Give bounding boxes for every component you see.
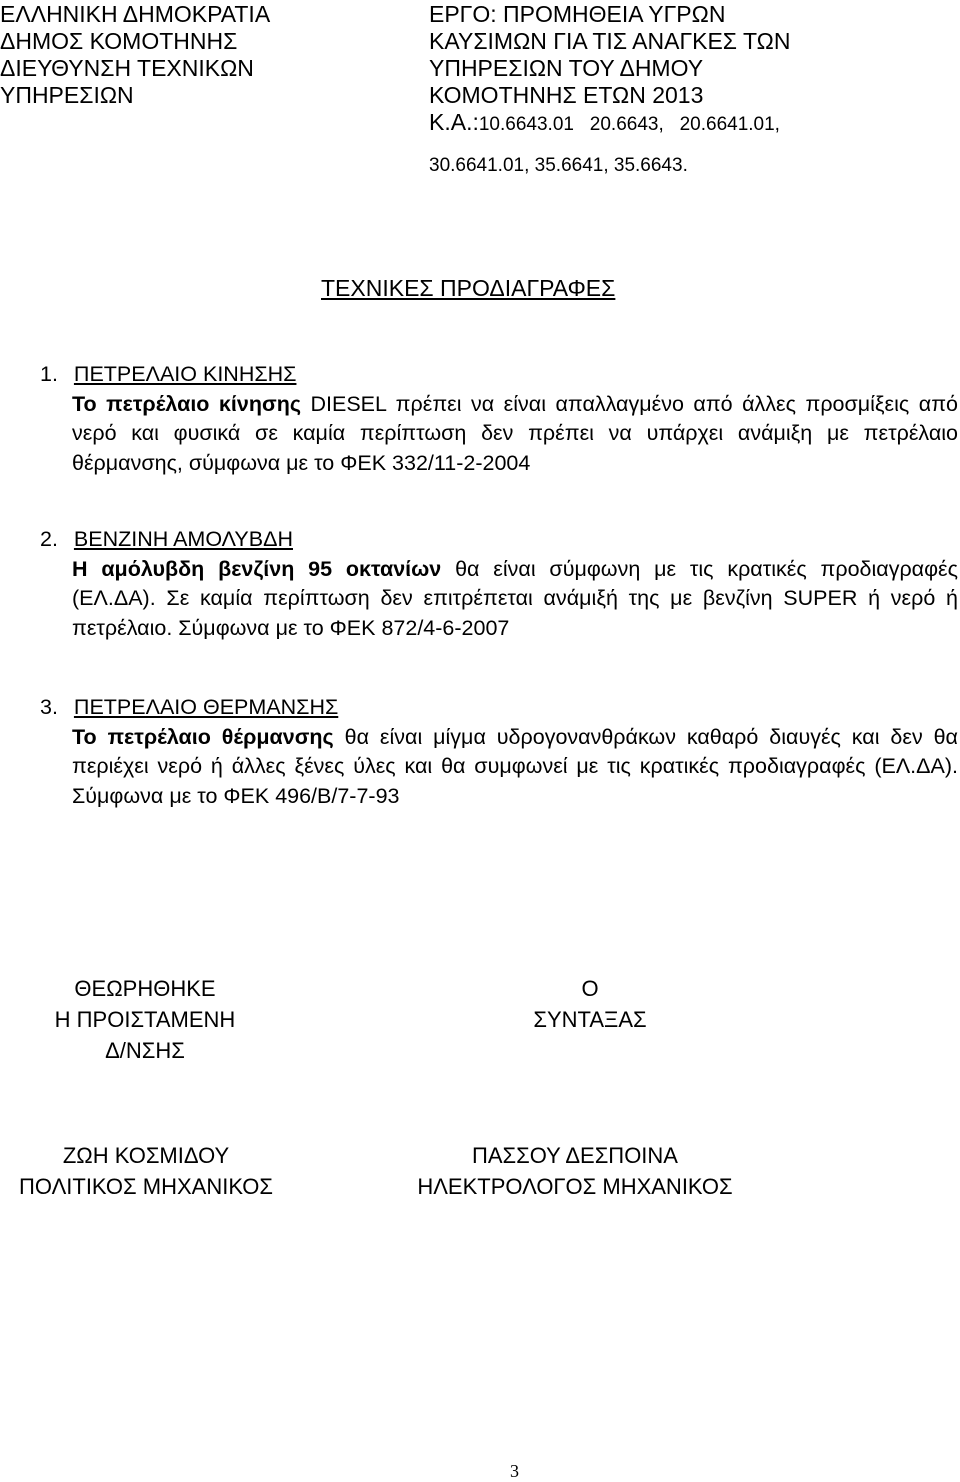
author-line-1: Ο [581,976,599,1001]
section-heading-text: ΒΕΝΖΙΝΗ ΑΜΟΛΥΒΔΗ [73,527,293,551]
document-title: ΤΕΧΝΙΚΕΣ ΠΡΟΔΙΑΓΡΑΦΕΣ [321,275,616,301]
section-3 [40,693,958,811]
project-line-1: ΕΡΓΟ: ΠΡΟΜΗΘΕΙΑ ΥΓΡΩΝ [429,1,726,27]
page-number: 3 [510,1461,519,1481]
section-heading [40,693,958,723]
section-text: θα είναι σύμφωνη με τις κρατικές προδιαγραφές (ΕΛ.ΔΑ). Σε καμία περίπτωση δεν επιτρέπεται ανάμιξή της με βενζίνη SUPER ή νερό ή πετρέλαιο. Σύμφωνα με το ΦΕΚ 872/4-6-2007 [72,556,958,640]
section-text: θα είναι μίγμα υδρογονανθράκων καθαρό διαυγές και δεν θα περιέχει νερό ή άλλες ξένες ύλες και θα συμφωνεί με τις κρατικές προδιαγραφές (ΕΛ.ΔΑ). Σύμφωνα με το ΦΕΚ 496/Β/7-7-93 [72,724,958,808]
section-bold-lead: Το πετρέλαιο κίνησης [72,391,302,416]
issuer-line-4: ΥΠΗΡΕΣΙΩΝ [0,82,134,108]
budget-codes-line-2: 30.6641.01, 35.6641, 35.6643. [429,155,688,176]
section-body [72,390,958,479]
project-line-3: ΥΠΗΡΕΣΙΩΝ ΤΟΥ ΔΗΜΟΥ [429,55,704,81]
section-heading-text: ΠΕΤΡΕΛΑΙΟ ΘΕΡΜΑΝΣΗΣ [73,695,339,719]
budget-codes-line-1: 10.6643.01 20.6643, 20.6641.01, [478,114,780,135]
approval-block [20,973,270,1066]
section-bold-lead: Η αμόλυβδη βενζίνη 95 οκτανίων [72,556,442,581]
section-body [72,723,958,812]
approver-name: ΖΩΗ ΚΟΣΜΙΔΟΥ [62,1143,230,1168]
section-number: 3. [40,695,58,719]
section-heading [40,525,958,555]
budget-codes-label: Κ.Α.: [429,109,479,135]
author-name: ΠΑΣΣΟΥ ΔΕΣΠΟΙΝΑ [472,1143,678,1168]
project-block [429,1,929,179]
issuer-line-2: ΔΗΜΟΣ ΚΟΜΟΤΗΝΗΣ [0,28,238,54]
approval-line-1: ΘΕΩΡΗΘΗΚΕ [74,976,216,1001]
section-bold-lead: Το πετρέλαιο θέρμανσης [72,724,334,749]
approver-role: ΠΟΛΙΤΙΚΟΣ ΜΗΧΑΝΙΚΟΣ [18,1174,274,1199]
budget-codes [429,109,929,138]
approval-line-2: Η ΠΡΟΙΣΤΑΜΕΝΗ [54,1007,236,1032]
approval-line-3: Δ/ΝΣΗΣ [105,1038,185,1063]
author-role: ΗΛΕΚΤΡΟΛΟΓΟΣ ΜΗΧΑΝΙΚΟΣ [417,1174,733,1199]
author-line-2: ΣΥΝΤΑΞΑΣ [533,1007,647,1032]
section-heading [40,360,958,390]
project-line-4: ΚΟΜΟΤΗΝΗΣ ΕΤΩΝ 2013 [429,82,704,108]
section-1 [40,360,958,478]
author-signature [395,1140,755,1202]
author-block [465,973,715,1035]
section-body [72,555,958,644]
section-number: 1. [40,362,58,386]
issuer-line-3: ΔΙΕΥΘΥΝΣΗ ΤΕΧΝΙΚΩΝ [0,55,254,81]
issuer-block [0,1,320,109]
section-heading-text: ΠΕΤΡΕΛΑΙΟ ΚΙΝΗΣΗΣ [73,362,297,386]
project-line-2: ΚΑΥΣΙΜΩΝ ΓΙΑ ΤΙΣ ΑΝΑΓΚΕΣ ΤΩΝ [429,28,791,54]
approver-signature [0,1140,292,1202]
section-number: 2. [40,527,58,551]
section-text: DIESEL πρέπει να είναι απαλλαγμένο από άλλες προσμίξεις από νερό και φυσικά σε καμία περίπτωση δεν πρέπει να υπάρχει ανάμιξη με πετρέλαιο θέρμανσης, σύμφωνα με το ΦΕΚ 332/11-2-2004 [72,391,958,475]
section-2 [40,525,958,643]
issuer-line-1: ΕΛΛΗΝΙΚΗ ΔΗΜΟΚΡΑΤΙΑ [0,1,271,27]
